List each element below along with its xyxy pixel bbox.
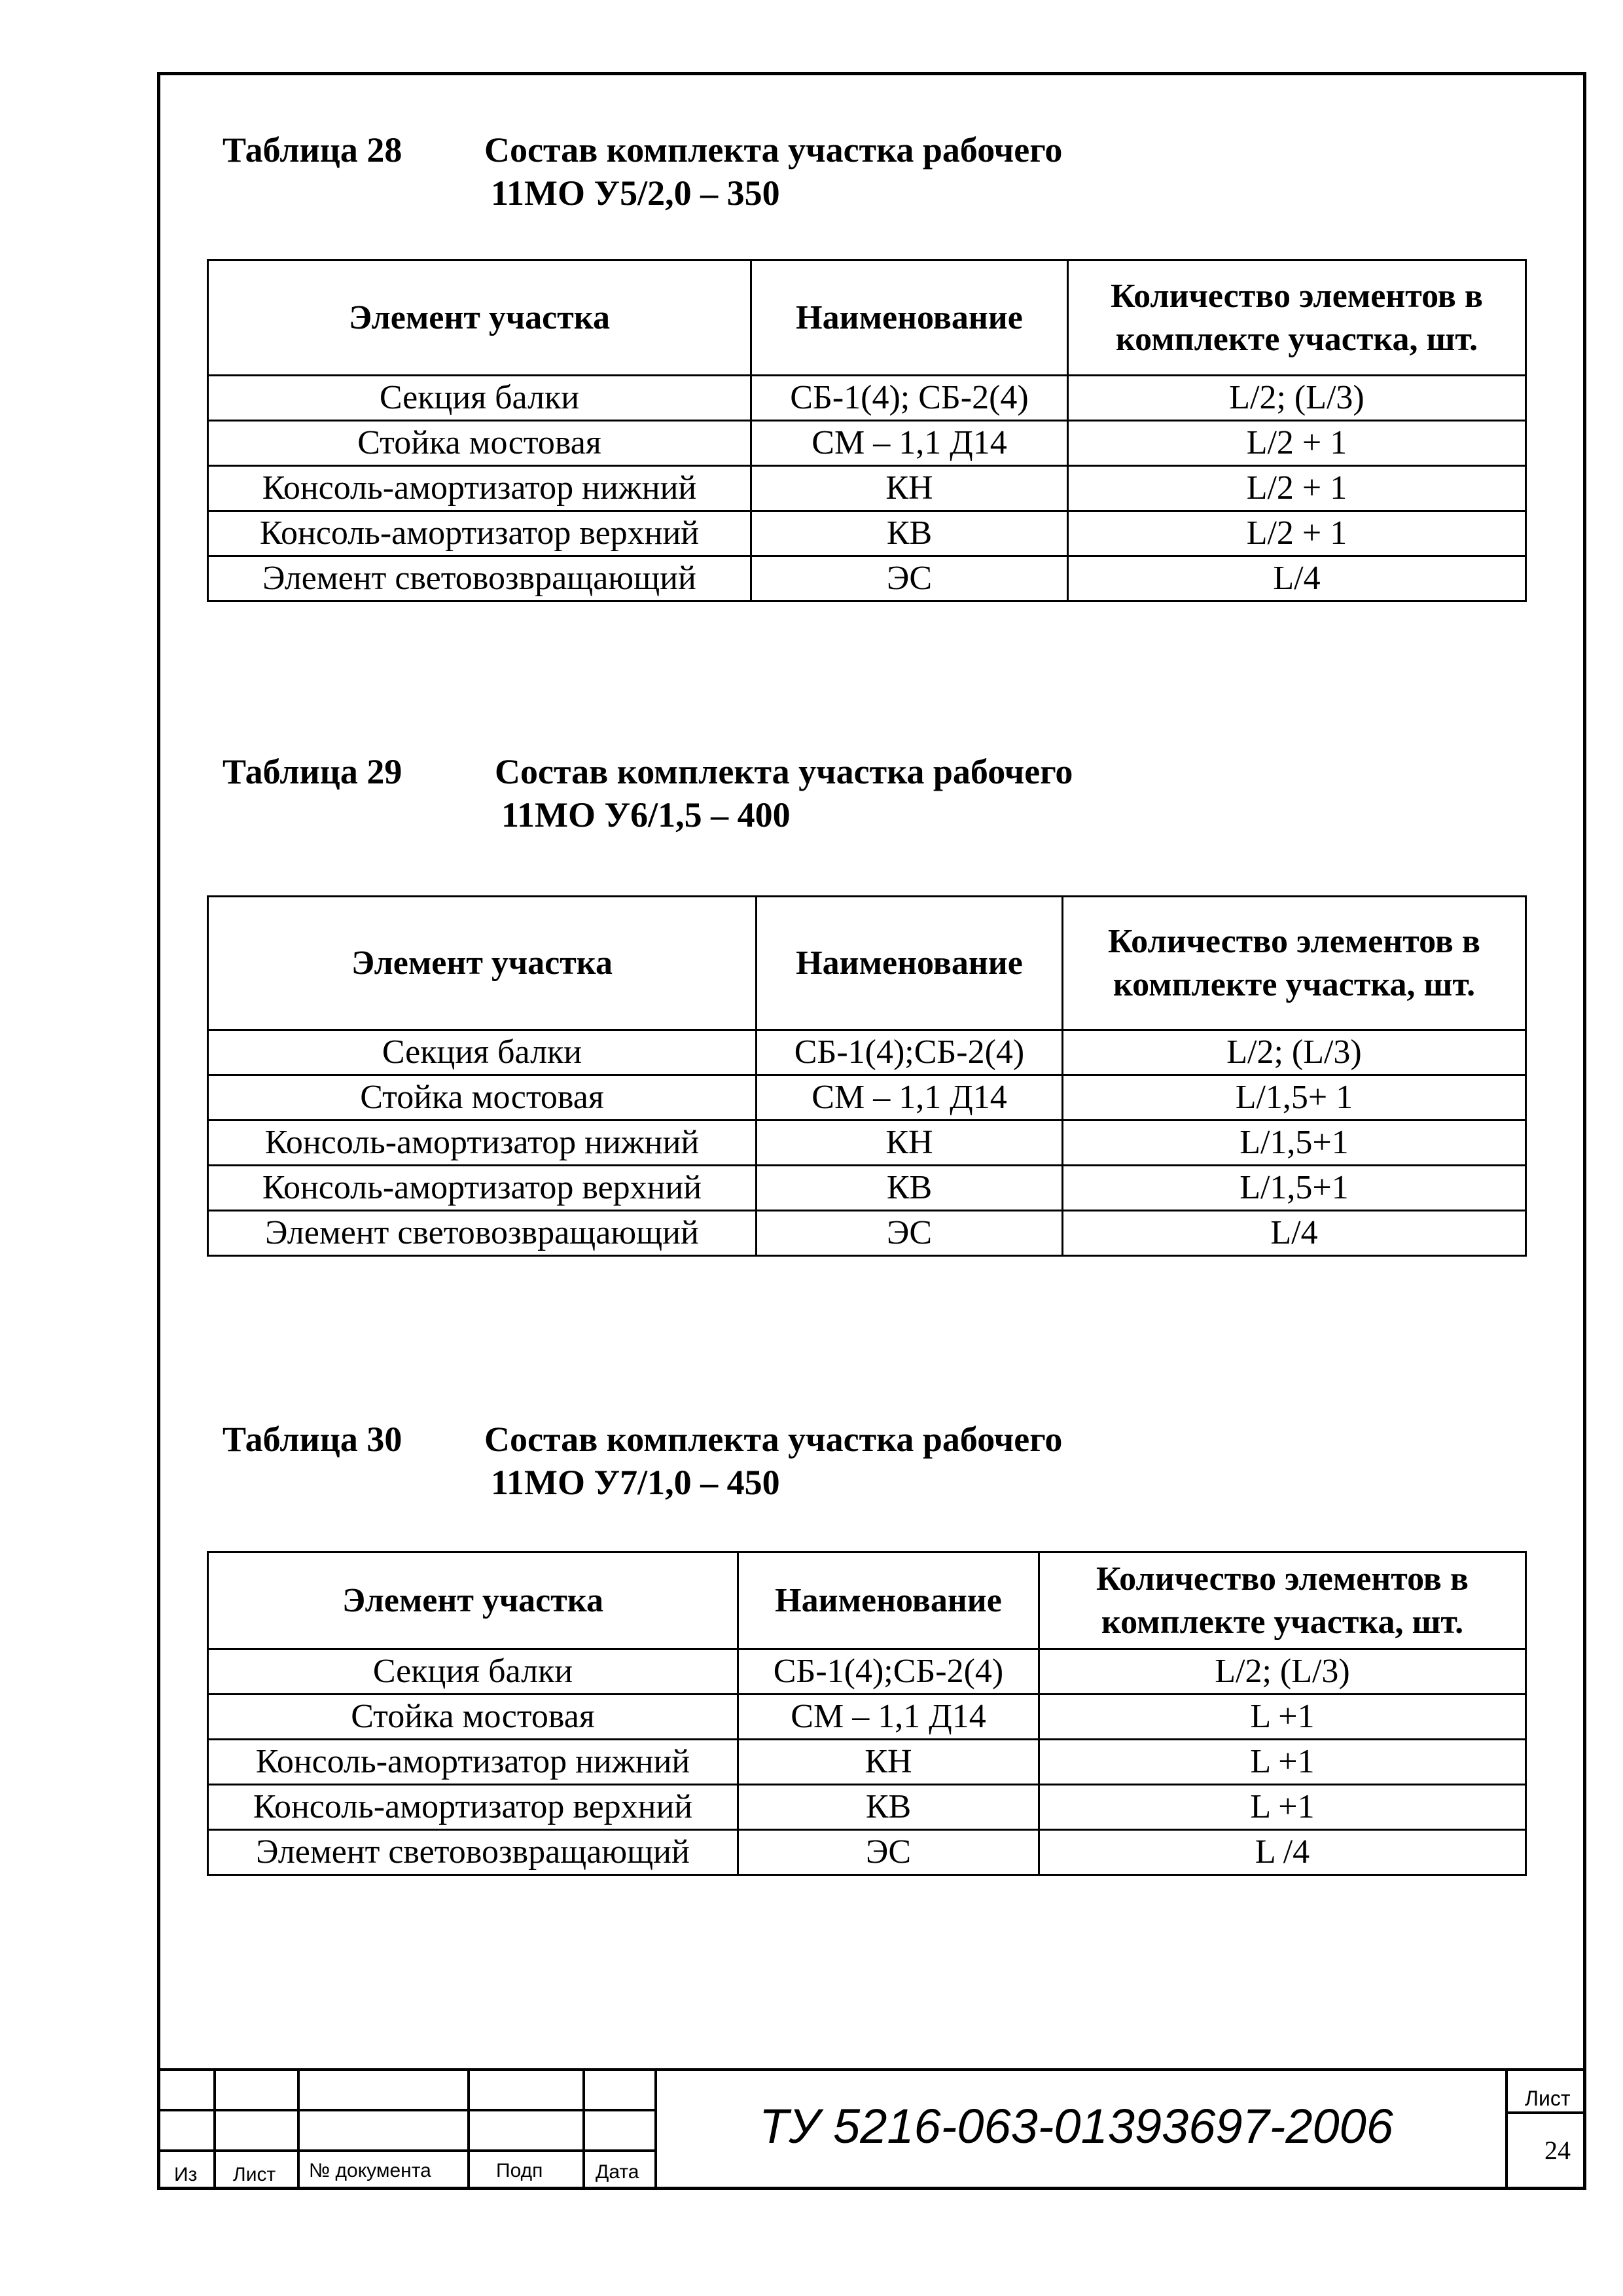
cell-name: КВ (738, 1785, 1039, 1830)
cell-element: Секция балки (208, 376, 751, 421)
table-row (208, 1785, 1526, 1830)
table-row (208, 376, 1526, 421)
table-number: Таблица 28 (223, 130, 402, 170)
cell-quantity: L/2 + 1 (1068, 466, 1526, 511)
header-name: Наименование (738, 1552, 1039, 1649)
document-code: ТУ 5216-063-01393697-2006 (759, 2099, 1393, 2153)
stamp-col-line (213, 2068, 216, 2190)
header-quantity: Количество элементов в комплекте участка, шт. (1063, 897, 1526, 1030)
cell-name: КВ (757, 1166, 1063, 1211)
stamp-col-line (467, 2068, 470, 2190)
cell-name: КН (738, 1740, 1039, 1785)
stamp-label-list: Лист (233, 2164, 276, 2185)
cell-name: ЭС (757, 1211, 1063, 1256)
cell-element: Стойка мостовая (208, 1075, 757, 1121)
stamp-row-line (157, 2109, 654, 2111)
table-number: Таблица 30 (223, 1420, 402, 1459)
cell-element: Консоль-амортизатор верхний (208, 1166, 757, 1211)
table-number: Таблица 29 (223, 752, 402, 791)
table-title-line2: 11МО У7/1,0 – 450 (491, 1463, 780, 1502)
table-row (208, 1121, 1526, 1166)
cell-element: Элемент световозвращающий (208, 1211, 757, 1256)
cell-element: Стойка мостовая (208, 1695, 738, 1740)
cell-quantity: L/1,5+1 (1063, 1121, 1526, 1166)
cell-quantity: L/2 + 1 (1068, 421, 1526, 466)
header-name: Наименование (757, 897, 1063, 1030)
stamp-sheet-line (1505, 2111, 1586, 2114)
cell-name: СБ-1(4);СБ-2(4) (757, 1030, 1063, 1075)
table-title-line2: 11МО У5/2,0 – 350 (491, 173, 780, 213)
cell-quantity: L/1,5+1 (1063, 1166, 1526, 1211)
cell-element: Консоль-амортизатор верхний (208, 1785, 738, 1830)
stamp-col-line (1505, 2068, 1508, 2190)
cell-element: Консоль-амортизатор нижний (208, 466, 751, 511)
header-element: Элемент участка (208, 1552, 738, 1649)
cell-quantity: L/2 + 1 (1068, 511, 1526, 556)
sheet-label: Лист (1525, 2087, 1571, 2110)
table-row (208, 421, 1526, 466)
stamp-col-line (297, 2068, 300, 2190)
cell-name: КВ (751, 511, 1068, 556)
table-30 (207, 1551, 1527, 1876)
header-element: Элемент участка (208, 260, 751, 376)
cell-quantity: L /4 (1039, 1830, 1526, 1875)
header-name: Наименование (751, 260, 1068, 376)
stamp-top-line (157, 2068, 1586, 2071)
cell-quantity: L/2; (L/3) (1063, 1030, 1526, 1075)
cell-name: СБ-1(4); СБ-2(4) (751, 376, 1068, 421)
table-row (208, 466, 1526, 511)
table-title-line1: Состав комплекта участка рабочего (495, 752, 1073, 791)
title-block (157, 2068, 1586, 2190)
cell-element: Консоль-амортизатор верхний (208, 511, 751, 556)
cell-quantity: L +1 (1039, 1740, 1526, 1785)
table-row (208, 1211, 1526, 1256)
table-title-line1: Состав комплекта участка рабочего (484, 1420, 1063, 1459)
cell-element: Секция балки (208, 1030, 757, 1075)
cell-quantity: L/2; (L/3) (1068, 376, 1526, 421)
stamp-col-line (582, 2068, 585, 2190)
table-row (208, 1030, 1526, 1075)
stamp-label-podp: Подп (496, 2160, 543, 2181)
cell-element: Консоль-амортизатор нижний (208, 1121, 757, 1166)
cell-quantity: L +1 (1039, 1695, 1526, 1740)
cell-quantity: L/4 (1068, 556, 1526, 601)
table-title-line1: Состав комплекта участка рабочего (484, 130, 1063, 170)
table-row (208, 1830, 1526, 1875)
sheet-number: 24 (1544, 2136, 1571, 2165)
cell-name: СМ – 1,1 Д14 (757, 1075, 1063, 1121)
stamp-col-line (654, 2068, 657, 2190)
cell-name: КН (757, 1121, 1063, 1166)
cell-quantity: L/4 (1063, 1211, 1526, 1256)
table-row (208, 1649, 1526, 1695)
table-28 (207, 259, 1527, 602)
cell-name: ЭС (738, 1830, 1039, 1875)
table-title-line2: 11МО У6/1,5 – 400 (501, 795, 791, 834)
stamp-label-data: Дата (596, 2161, 639, 2183)
stamp-label-doc: № документа (309, 2160, 431, 2181)
cell-element: Элемент световозвращающий (208, 556, 751, 601)
table-row (208, 1740, 1526, 1785)
stamp-label-iz: Из (174, 2164, 198, 2185)
header-quantity: Количество элементов в комплекте участка, шт. (1039, 1552, 1526, 1649)
table-row (208, 1166, 1526, 1211)
cell-element: Секция балки (208, 1649, 738, 1695)
cell-name: СБ-1(4);СБ-2(4) (738, 1649, 1039, 1695)
cell-element: Элемент световозвращающий (208, 1830, 738, 1875)
table-29 (207, 895, 1527, 1257)
table-row (208, 556, 1526, 601)
cell-name: КН (751, 466, 1068, 511)
header-element: Элемент участка (208, 897, 757, 1030)
table-row (208, 1695, 1526, 1740)
cell-name: СМ – 1,1 Д14 (738, 1695, 1039, 1740)
cell-quantity: L/2; (L/3) (1039, 1649, 1526, 1695)
cell-element: Консоль-амортизатор нижний (208, 1740, 738, 1785)
header-quantity: Количество элементов в комплекте участка, шт. (1068, 260, 1526, 376)
table-row (208, 511, 1526, 556)
cell-quantity: L/1,5+ 1 (1063, 1075, 1526, 1121)
table-row (208, 1075, 1526, 1121)
cell-name: СМ – 1,1 Д14 (751, 421, 1068, 466)
cell-quantity: L +1 (1039, 1785, 1526, 1830)
stamp-row-line (157, 2149, 654, 2152)
cell-element: Стойка мостовая (208, 421, 751, 466)
cell-name: ЭС (751, 556, 1068, 601)
